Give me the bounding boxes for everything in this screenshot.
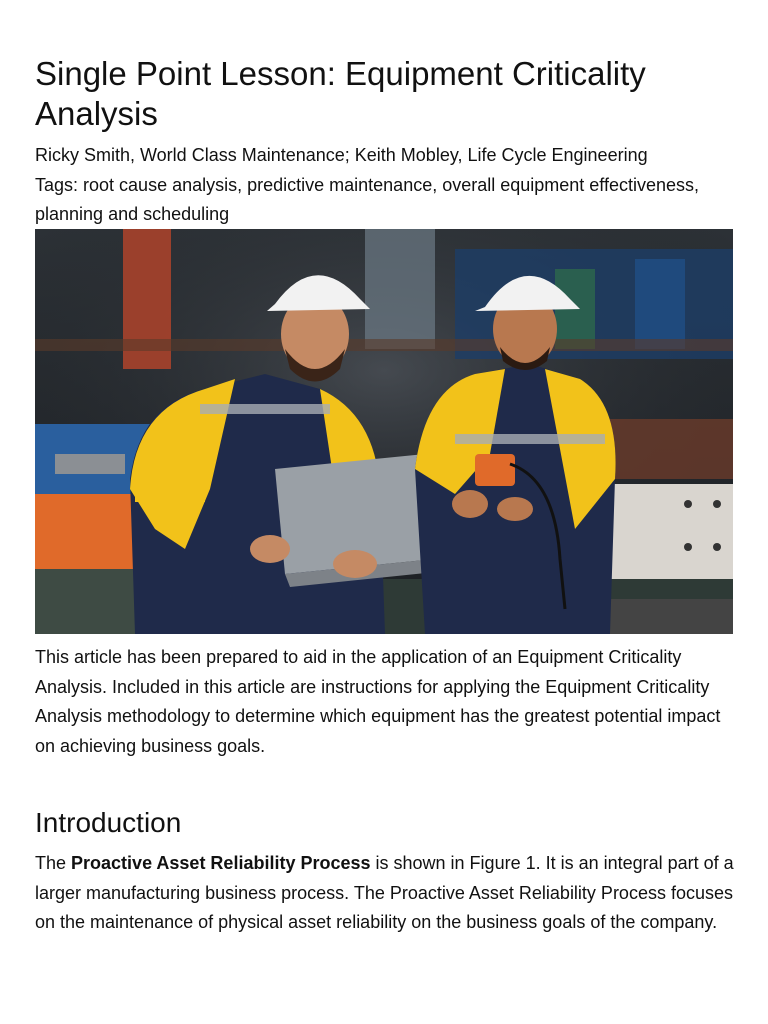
article-title: Single Point Lesson: Equipment Criticality Analysis	[35, 55, 646, 132]
section-rest-text: is shown in Figure 1. It is an integral part of a larger manufacturing business process. The Proactive Asset Reliability Process focuses on the maintenance of physical asset reliability on the business goals of the company.	[35, 853, 734, 932]
article-meta	[35, 141, 735, 230]
article-tags: Tags: root cause analysis, predictive maintenance, overall equipment effectiveness, planning and scheduling	[35, 174, 700, 224]
section-lead-text: The	[35, 853, 72, 873]
hero-image	[35, 229, 733, 634]
article-summary: This article has been prepared to aid in the application of an Equipment Criticality Analysis. Included in this article are instructions for applying the Equipment Criticality Analysis methodology to determine which equipment has the greatest potential impact on achieving business goals.	[35, 647, 721, 756]
article-authors: Ricky Smith, World Class Maintenance; Keith Mobley, Life Cycle Engineering	[35, 145, 648, 165]
section-paragraph	[35, 849, 740, 938]
section-heading: Introduction	[35, 807, 182, 838]
photo-icon	[35, 229, 733, 634]
section-bold-text: Proactive Asset Reliability Process	[71, 853, 371, 873]
